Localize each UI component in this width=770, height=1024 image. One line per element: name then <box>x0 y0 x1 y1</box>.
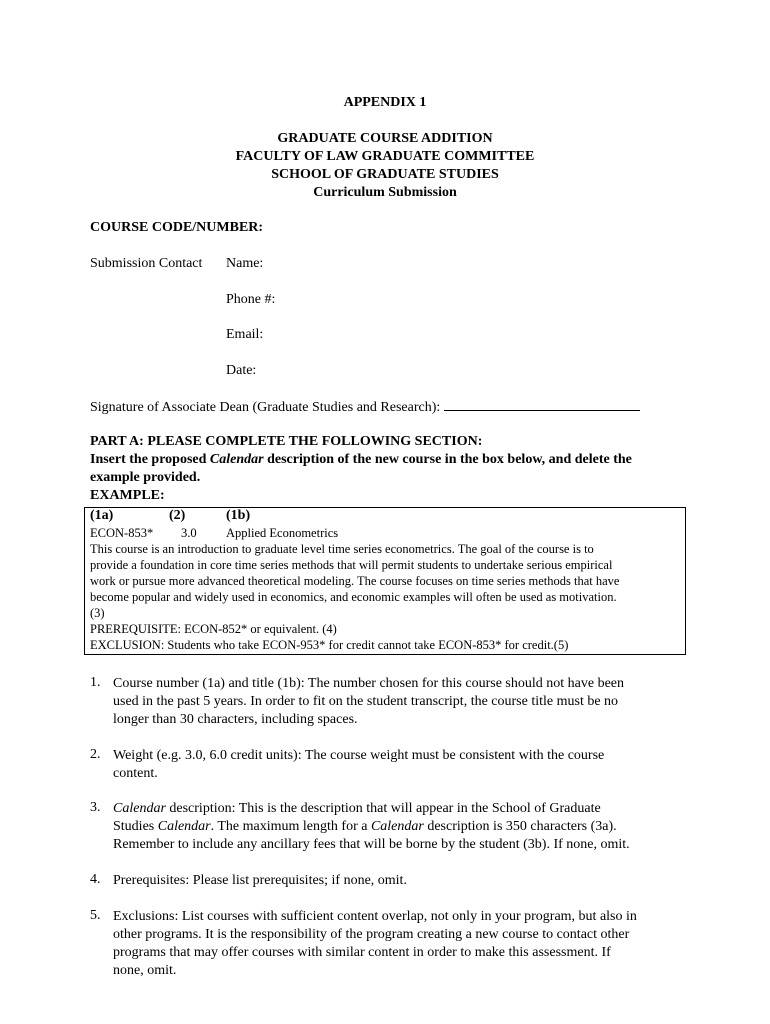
list-item-3-line-2-c: . The maximum length for a <box>210 819 371 834</box>
signature-row <box>90 398 640 416</box>
list-number-1: 1. <box>90 675 101 690</box>
example-label: EXAMPLE: <box>90 488 165 503</box>
list-item-3-line-1-text: description: This is the description that will appear in the School of Graduate <box>165 801 601 816</box>
list-item-1-line-2: used in the past 5 years. In order to fit on the student transcript, the course title must be no <box>113 694 619 709</box>
header-line-2: FACULTY OF LAW GRADUATE COMMITTEE <box>235 149 535 164</box>
example-prerequisite: PREREQUISITE: ECON-852* or equivalent. (4) <box>90 622 337 636</box>
list-item-1-line-1: Course number (1a) and title (1b): The number chosen for this course should not have been <box>113 676 624 691</box>
list-item-5-line-1: Exclusions: List courses with sufficient content overlap, not only in your program, but also in <box>113 909 637 924</box>
contact-date-label: Date: <box>226 363 257 378</box>
contact-email-label: Email: <box>226 327 264 342</box>
instruction-post: description of the new course in the box below, and delete the <box>263 452 632 467</box>
header-line-4: Curriculum Submission <box>313 185 457 200</box>
contact-name-label: Name: <box>226 256 264 271</box>
list-item-3-line-2-e: description is 350 characters (3a). <box>423 819 617 834</box>
instruction-pre: Insert the proposed <box>90 452 210 467</box>
list-item-3-line-2 <box>113 818 683 836</box>
header-line-1: GRADUATE COURSE ADDITION <box>277 131 493 146</box>
signature-label: Signature of Associate Dean (Graduate Studies and Research): <box>90 400 441 415</box>
list-item-1-line-3: longer than 30 characters, including spaces. <box>113 712 358 727</box>
calendar-italic-1: Calendar <box>113 801 166 816</box>
instruction-calendar: Calendar <box>209 452 264 467</box>
example-desc-line-3: work or pursue more advanced theoretical modeling. The course focuses on time series methods that have <box>90 574 620 588</box>
part-a-instruction <box>90 452 632 468</box>
example-desc-line-1: This course is an introduction to graduate level time series econometrics. The goal of the course is to <box>90 542 594 556</box>
example-col-2: (2) <box>169 508 186 523</box>
list-item-5-line-4: none, omit. <box>113 963 177 978</box>
example-course-weight: 3.0 <box>181 526 197 540</box>
list-item-4-line-1: Prerequisites: Please list prerequisites; if none, omit. <box>113 873 407 888</box>
example-col-1a: (1a) <box>90 508 114 523</box>
appendix-title: APPENDIX 1 <box>343 95 427 110</box>
part-a-heading: PART A: PLEASE COMPLETE THE FOLLOWING SECTION: <box>90 434 483 449</box>
list-number-5: 5. <box>90 908 101 923</box>
list-item-2-line-1: Weight (e.g. 3.0, 6.0 credit units): The course weight must be consistent with the course <box>113 748 605 763</box>
list-item-3 <box>113 800 683 854</box>
example-desc-line-4: become popular and widely used in economics, and economic examples will often be used as motivation. <box>90 590 617 604</box>
signature-line[interactable] <box>444 398 640 411</box>
header-line-3: SCHOOL OF GRADUATE STUDIES <box>271 167 499 182</box>
list-item-4 <box>113 872 683 890</box>
calendar-italic-2: Calendar <box>157 819 211 834</box>
example-course-code: ECON-853* <box>90 526 154 540</box>
list-item-5-line-3: programs that may offer courses with similar content in order to make this assessment. If <box>113 945 611 960</box>
list-number-2: 2. <box>90 747 101 762</box>
list-item-1 <box>113 675 683 729</box>
calendar-italic-3: Calendar <box>370 819 424 834</box>
list-item-3-line-3: Remember to include any ancillary fees that will be borne by the student (3b). If none, omit. <box>113 837 630 852</box>
list-item-2 <box>113 747 683 783</box>
part-a-instruction-line-2: example provided. <box>90 470 201 485</box>
example-desc-line-2: provide a foundation in core time series methods that will permit students to undertake serious empirical <box>90 558 613 572</box>
list-item-5 <box>113 908 683 980</box>
list-item-5-line-2: other programs. It is the responsibility of the program creating a new course to contact other <box>113 927 630 942</box>
example-course-title: Applied Econometrics <box>226 526 339 540</box>
contact-phone-label: Phone #: <box>226 292 276 307</box>
list-item-3-line-1 <box>113 800 683 818</box>
list-item-3-line-2-a: Studies <box>113 819 158 834</box>
example-desc-line-5: (3) <box>90 606 105 620</box>
submission-contact-label: Submission Contact <box>90 256 203 271</box>
example-col-1b: (1b) <box>226 508 251 523</box>
list-item-2-line-2: content. <box>113 766 158 781</box>
course-code-label: COURSE CODE/NUMBER: <box>90 220 264 235</box>
list-number-3: 3. <box>90 800 101 815</box>
list-number-4: 4. <box>90 872 101 887</box>
example-exclusion: EXCLUSION: Students who take ECON-953* for credit cannot take ECON-853* for credit.(5) <box>90 638 569 652</box>
